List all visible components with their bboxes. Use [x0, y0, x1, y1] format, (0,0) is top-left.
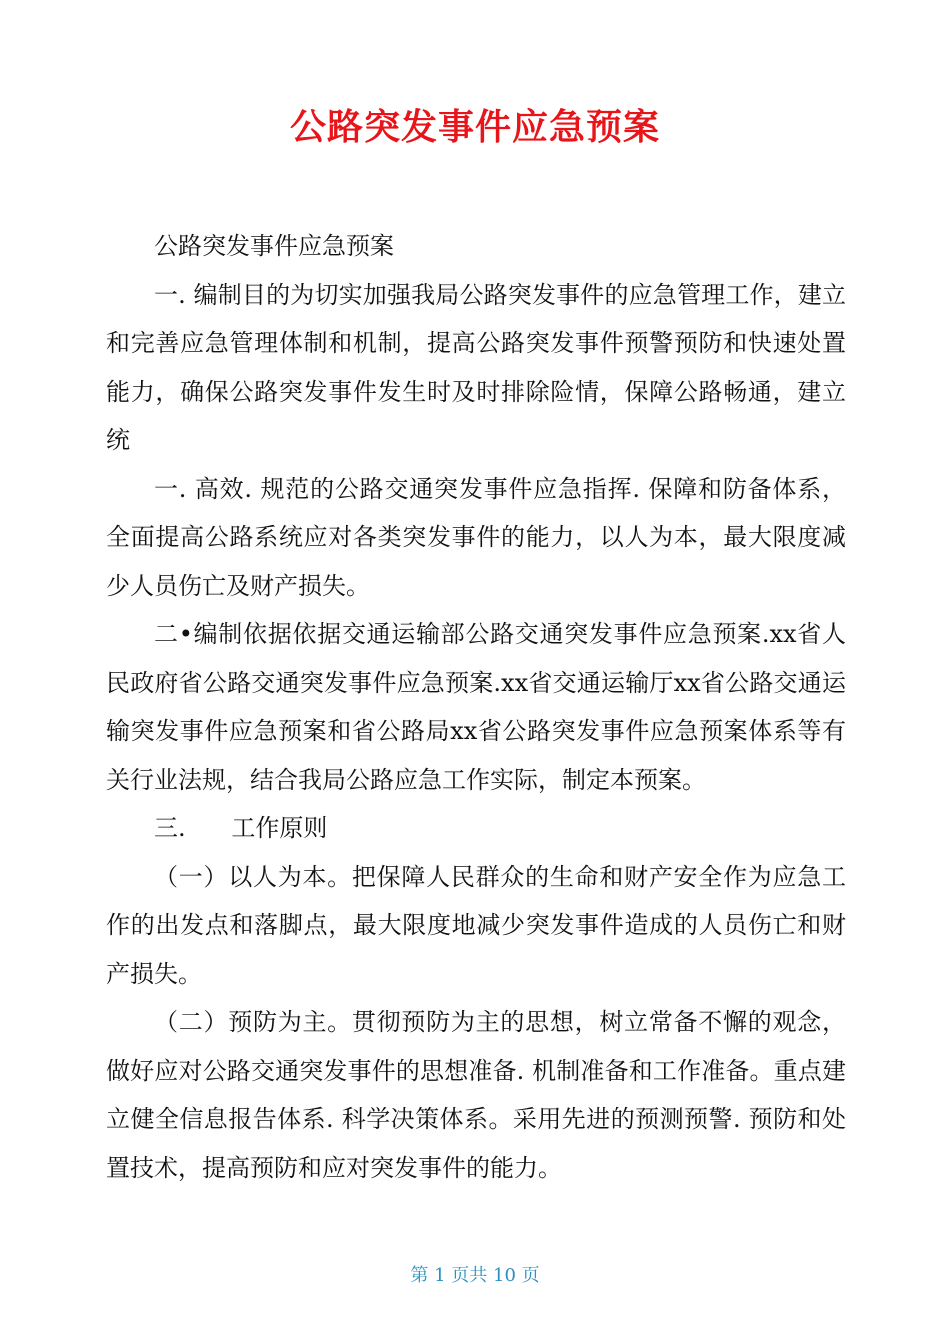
- document-body: [106, 222, 846, 1192]
- paragraph-subtitle: 公路突发事件应急预案: [154, 232, 394, 260]
- document-title: 公路突发事件应急预案: [289, 107, 660, 148]
- paragraph-purpose: 一. 编制目的为切实加强我局公路突发事件的应急管理工作，建立和完善应急管理体制和机制，提高公路突发事件预警预防和快速处置能力，确保公路突发事件发生时及时排除险情，保障公路畅通，建立统: [106, 280, 846, 454]
- paragraph-principles-heading: 三. 工作原则: [154, 814, 328, 842]
- page-footer: 第 1 页共 10 页: [410, 1265, 540, 1286]
- paragraph-principle-prevention: （二）预防为主。贯彻预防为主的思想，树立常备不懈的观念，做好应对公路交通突发事件的思想准备. 机制准备和工作准备。重点建立健全信息报告体系. 科学决策体系。采用先进的预测预警. 预防和处置技术，提高预防和应对突发事件的能力。: [106, 1008, 846, 1182]
- paragraph-efficiency: 一. 高效. 规范的公路交通突发事件应急指挥. 保障和防备体系，全面提高公路系统应对各类突发事件的能力，以人为本，最大限度减少人员伤亡及财产损失。: [106, 474, 846, 600]
- paragraph-principle-people: （一）以人为本。把保障人民群众的生命和财产安全作为应急工作的出发点和落脚点，最大限度地减少突发事件造成的人员伤亡和财产损失。: [106, 862, 846, 988]
- paragraph-basis: 二•编制依据依据交通运输部公路交通突发事件应急预案.xx省人民政府省公路交通突发事件应急预案.xx省交通运输厅xx省公路交通运输突发事件应急预案和省公路局xx省公路突发事件应急预案体系等有关行业法规，结合我局公路应急工作实际，制定本预案。: [106, 620, 846, 794]
